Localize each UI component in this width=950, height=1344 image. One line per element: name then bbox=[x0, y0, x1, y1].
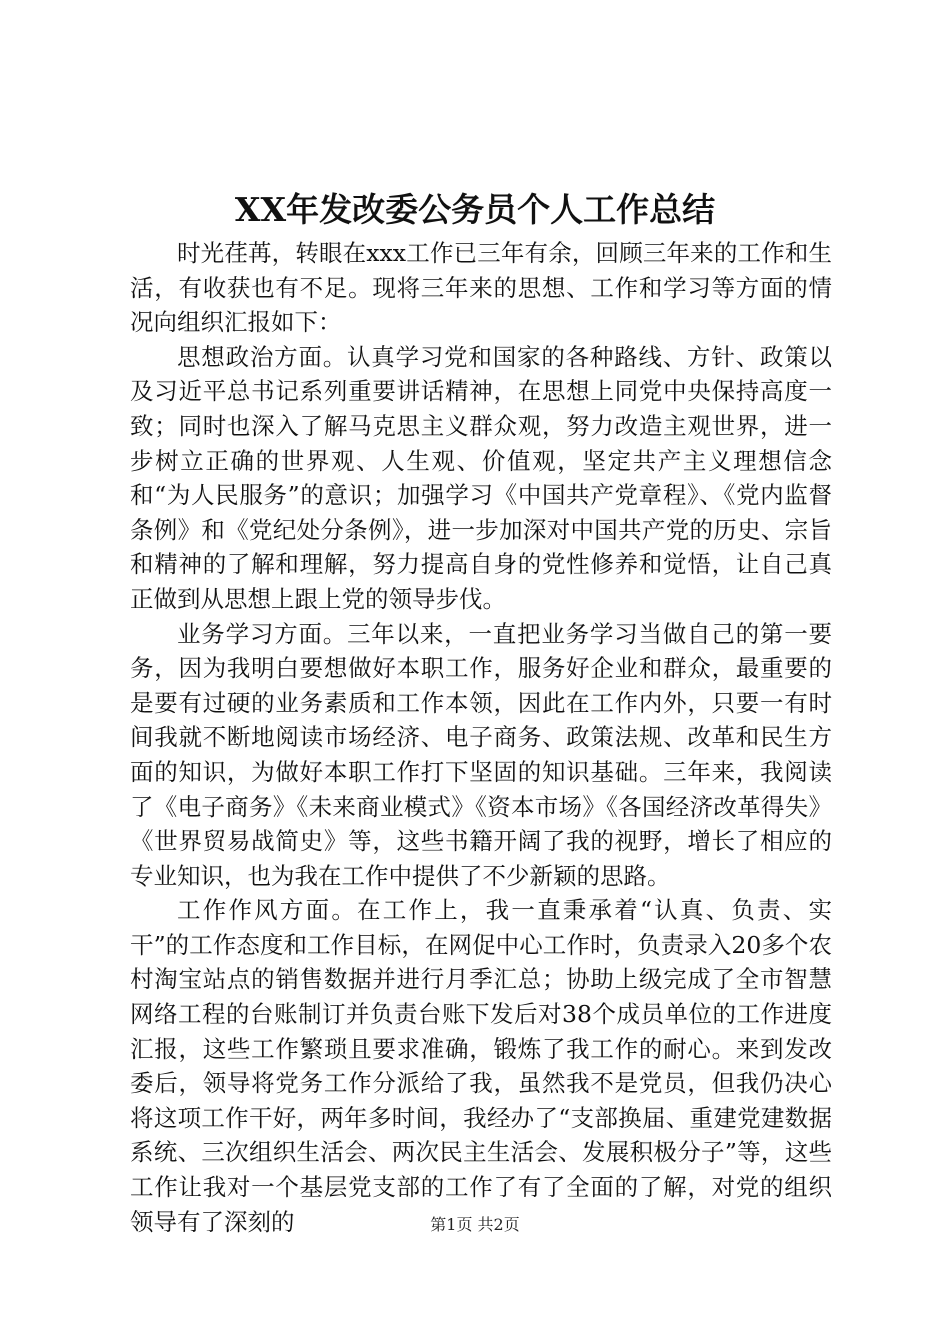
document-title: XX年发改委公务员个人工作总结 bbox=[234, 190, 716, 229]
document-body bbox=[130, 236, 832, 1239]
paragraph-work-style: 工作作风方面。在工作上，我一直秉承着“认真、负责、实干”的工作态度和工作目标，在网促中心工作时，负责录入20多个农村淘宝站点的销售数据并进行月季汇总；协助上级完成了全市智慧网络工程的台账制订并负责台账下发后对38个成员单位的工作进度汇报，这些工作繁琐且要求准确，锻炼了我工作的耐心。来到发改委后，领导将党务工作分派给了我，虽然我不是党员，但我仍决心将这项工作干好，两年多时间，我经办了“支部换届、重建党建数据系统、三次组织生活会、两次民主生活会、发展积极分子”等，这些工作让我对一个基层党支部的工作了有了全面的了解，对党的组织领导有了深刻的 bbox=[130, 896, 832, 1236]
page-number-footer: 第1页 共2页 bbox=[430, 1215, 520, 1234]
paragraph-intro: 时光荏苒，转眼在xxx工作已三年有余，回顾三年来的工作和生活，有收获也有不足。现将三年来的思想、工作和学习等方面的情况向组织汇报如下： bbox=[130, 239, 832, 337]
paragraph-ideology: 思想政治方面。认真学习党和国家的各种路线、方针、政策以及习近平总书记系列重要讲话精神，在思想上同党中央保持高度一致；同时也深入了解马克思主义群众观，努力改造主观世界，进一步树立正确的世界观、人生观、价值观，坚定共产主义理想信念和“为人民服务”的意识；加强学习《中国共产党章程》、《党内监督条例》和《党纪处分条例》，进一步加深对中国共产党的历史、宗旨和精神的了解和理解，努力提高自身的党性修养和觉悟，让自己真正做到从思想上跟上党的领导步伐。 bbox=[130, 342, 832, 613]
paragraph-study: 业务学习方面。三年以来，一直把业务学习当做自己的第一要务，因为我明白要想做好本职工作，服务好企业和群众，最重要的是要有过硬的业务素质和工作本领，因此在工作内外，只要一有时间我就不断地阅读市场经济、电子商务、政策法规、改革和民生方面的知识，为做好本职工作打下坚固的知识基础。三年来，我阅读了《电子商务》《未来商业模式》《资本市场》《各国经济改革得失》《世界贸易战简史》等，这些书籍开阔了我的视野，增长了相应的专业知识，也为我在工作中提供了不少新颖的思路。 bbox=[130, 619, 832, 890]
